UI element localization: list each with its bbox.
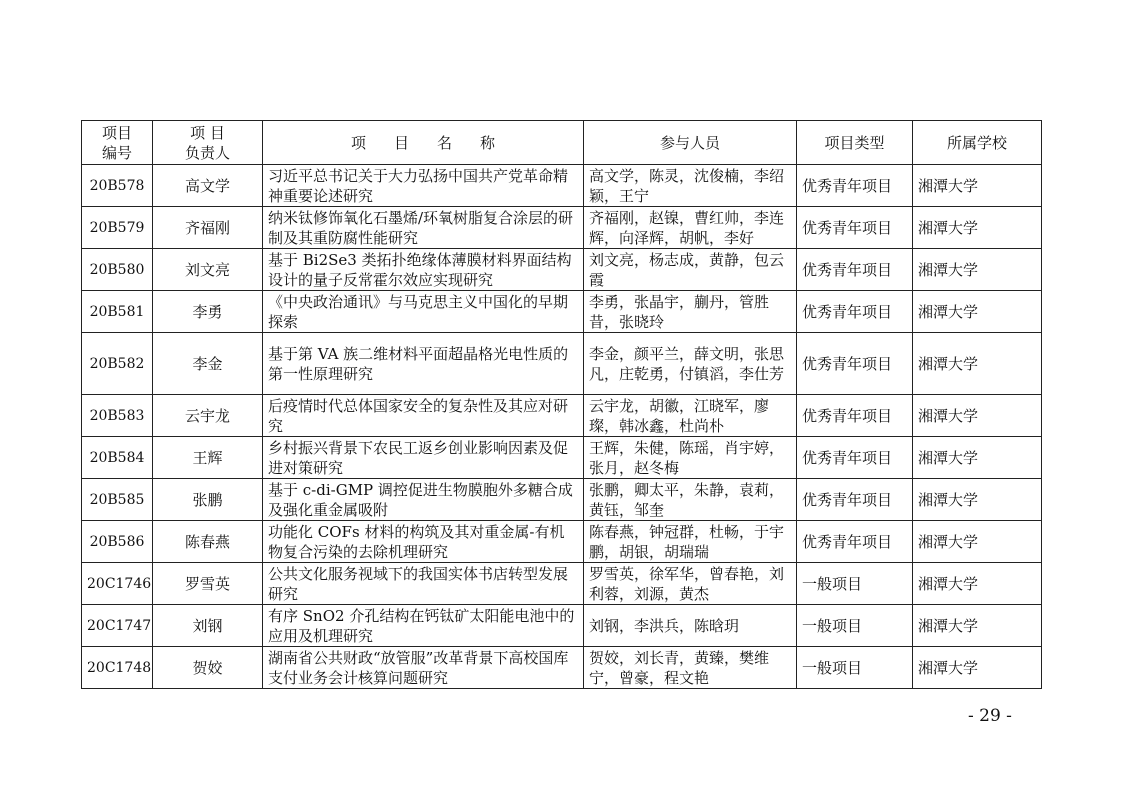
project-leader: 刘钢 xyxy=(153,605,263,647)
project-participants: 刘钢，李洪兵，陈晗玥 xyxy=(584,605,797,647)
project-participants: 罗雪英，徐军华，曾春艳，刘利蓉，刘源，黄杰 xyxy=(584,563,797,605)
project-participants: 高文学，陈灵，沈俊楠，李绍颖，王宁 xyxy=(584,165,797,207)
table-row xyxy=(82,249,1042,291)
table-row xyxy=(82,395,1042,437)
project-school: 湘潭大学 xyxy=(913,249,1042,291)
header-leader xyxy=(153,121,263,165)
project-school: 湘潭大学 xyxy=(913,395,1042,437)
table-row xyxy=(82,333,1042,395)
header-name-label: 项目名称 xyxy=(350,133,523,152)
project-participants: 贺姣，刘长青，黄臻，樊维宁，曾豪，程文艳 xyxy=(584,647,797,689)
header-leader-line2: 负责人 xyxy=(184,143,230,162)
project-participants: 齐福刚，赵镍，曹红帅，李连辉，向泽辉，胡帆，李好 xyxy=(584,207,797,249)
project-code: 20B582 xyxy=(82,333,153,395)
project-participants: 李金，颜平兰，薛文明，张思凡，庄乾勇，付镇滔，李仕芳 xyxy=(584,333,797,395)
project-name: 基于第 VA 族二维材料平面超晶格光电性质的第一性原理研究 xyxy=(263,333,584,395)
project-type: 优秀青年项目 xyxy=(797,333,913,395)
table-row xyxy=(82,521,1042,563)
page-number: - 29 - xyxy=(968,706,1012,726)
project-leader: 张鹏 xyxy=(153,479,263,521)
project-type: 优秀青年项目 xyxy=(797,521,913,563)
project-leader: 云宇龙 xyxy=(153,395,263,437)
project-code: 20B579 xyxy=(82,207,153,249)
project-type: 优秀青年项目 xyxy=(797,249,913,291)
project-school: 湘潭大学 xyxy=(913,165,1042,207)
header-participants: 参与人员 xyxy=(584,121,797,165)
project-name: 乡村振兴背景下农民工返乡创业影响因素及促进对策研究 xyxy=(263,437,584,479)
project-name: 功能化 COFs 材料的构筑及其对重金属-有机物复合污染的去除机理研究 xyxy=(263,521,584,563)
project-school: 湘潭大学 xyxy=(913,479,1042,521)
project-name: 公共文化服务视域下的我国实体书店转型发展研究 xyxy=(263,563,584,605)
project-leader: 李勇 xyxy=(153,291,263,333)
table-header-row xyxy=(82,121,1042,165)
project-code: 20B581 xyxy=(82,291,153,333)
project-type: 一般项目 xyxy=(797,563,913,605)
project-type: 优秀青年项目 xyxy=(797,479,913,521)
project-type: 优秀青年项目 xyxy=(797,207,913,249)
header-name xyxy=(263,121,584,165)
project-table xyxy=(81,120,1042,689)
header-type: 项目类型 xyxy=(797,121,913,165)
project-name: 湖南省公共财政“放管服”改革背景下高校国库支付业务会计核算问题研究 xyxy=(263,647,584,689)
project-type: 优秀青年项目 xyxy=(797,395,913,437)
table-row xyxy=(82,437,1042,479)
project-school: 湘潭大学 xyxy=(913,207,1042,249)
project-school: 湘潭大学 xyxy=(913,291,1042,333)
project-name: 有序 SnO2 介孔结构在钙钛矿太阳能电池中的应用及机理研究 xyxy=(263,605,584,647)
table-row xyxy=(82,207,1042,249)
project-school: 湘潭大学 xyxy=(913,333,1042,395)
table-row xyxy=(82,479,1042,521)
table-row xyxy=(82,647,1042,689)
project-name: 后疫情时代总体国家安全的复杂性及其应对研究 xyxy=(263,395,584,437)
project-type: 优秀青年项目 xyxy=(797,165,913,207)
project-school: 湘潭大学 xyxy=(913,647,1042,689)
project-code: 20B583 xyxy=(82,395,153,437)
header-code-line1: 项目 xyxy=(101,123,132,142)
project-name: 纳米钛修饰氧化石墨烯/环氧树脂复合涂层的研制及其重防腐性能研究 xyxy=(263,207,584,249)
project-type: 优秀青年项目 xyxy=(797,291,913,333)
project-leader: 刘文亮 xyxy=(153,249,263,291)
project-school: 湘潭大学 xyxy=(913,563,1042,605)
table-row xyxy=(82,165,1042,207)
project-leader: 贺姣 xyxy=(153,647,263,689)
project-type: 优秀青年项目 xyxy=(797,437,913,479)
project-name: 基于 c-di-GMP 调控促进生物膜胞外多糖合成及强化重金属吸附 xyxy=(263,479,584,521)
header-code-line2: 编号 xyxy=(101,143,132,162)
project-code: 20B584 xyxy=(82,437,153,479)
project-participants: 云宇龙，胡徽，江晓军，廖璨，韩冰鑫，杜尚朴 xyxy=(584,395,797,437)
project-participants: 刘文亮，杨志成，黄静，包云霞 xyxy=(584,249,797,291)
project-school: 湘潭大学 xyxy=(913,605,1042,647)
project-code: 20B580 xyxy=(82,249,153,291)
project-leader: 罗雪英 xyxy=(153,563,263,605)
project-school: 湘潭大学 xyxy=(913,437,1042,479)
project-participants: 李勇，张晶宇，蒯丹，管胜昔，张晓玲 xyxy=(584,291,797,333)
project-code: 20B586 xyxy=(82,521,153,563)
project-leader: 陈春燕 xyxy=(153,521,263,563)
project-name: 习近平总书记关于大力弘扬中国共产党革命精神重要论述研究 xyxy=(263,165,584,207)
project-code: 20B585 xyxy=(82,479,153,521)
header-school: 所属学校 xyxy=(913,121,1042,165)
header-leader-line1: 项 目 xyxy=(190,123,225,142)
project-school: 湘潭大学 xyxy=(913,521,1042,563)
table-row xyxy=(82,291,1042,333)
project-participants: 王辉，朱健，陈瑶，肖宇婷，张月，赵冬梅 xyxy=(584,437,797,479)
project-code: 20B578 xyxy=(82,165,153,207)
project-participants: 张鹏，卿太平，朱静，袁莉，黄钰，邹奎 xyxy=(584,479,797,521)
project-type: 一般项目 xyxy=(797,647,913,689)
project-code: 20C1746 xyxy=(82,563,153,605)
table-row xyxy=(82,605,1042,647)
project-code: 20C1747 xyxy=(82,605,153,647)
project-name: 《中央政治通讯》与马克思主义中国化的早期探索 xyxy=(263,291,584,333)
project-participants: 陈春燕，钟冠群，杜畅，于宇鹏，胡银，胡瑞瑞 xyxy=(584,521,797,563)
project-leader: 齐福刚 xyxy=(153,207,263,249)
project-leader: 高文学 xyxy=(153,165,263,207)
project-code: 20C1748 xyxy=(82,647,153,689)
project-leader: 王辉 xyxy=(153,437,263,479)
table-row xyxy=(82,563,1042,605)
project-leader: 李金 xyxy=(153,333,263,395)
project-type: 一般项目 xyxy=(797,605,913,647)
project-name: 基于 Bi2Se3 类拓扑绝缘体薄膜材料界面结构设计的量子反常霍尔效应实现研究 xyxy=(263,249,584,291)
header-code xyxy=(82,121,153,165)
